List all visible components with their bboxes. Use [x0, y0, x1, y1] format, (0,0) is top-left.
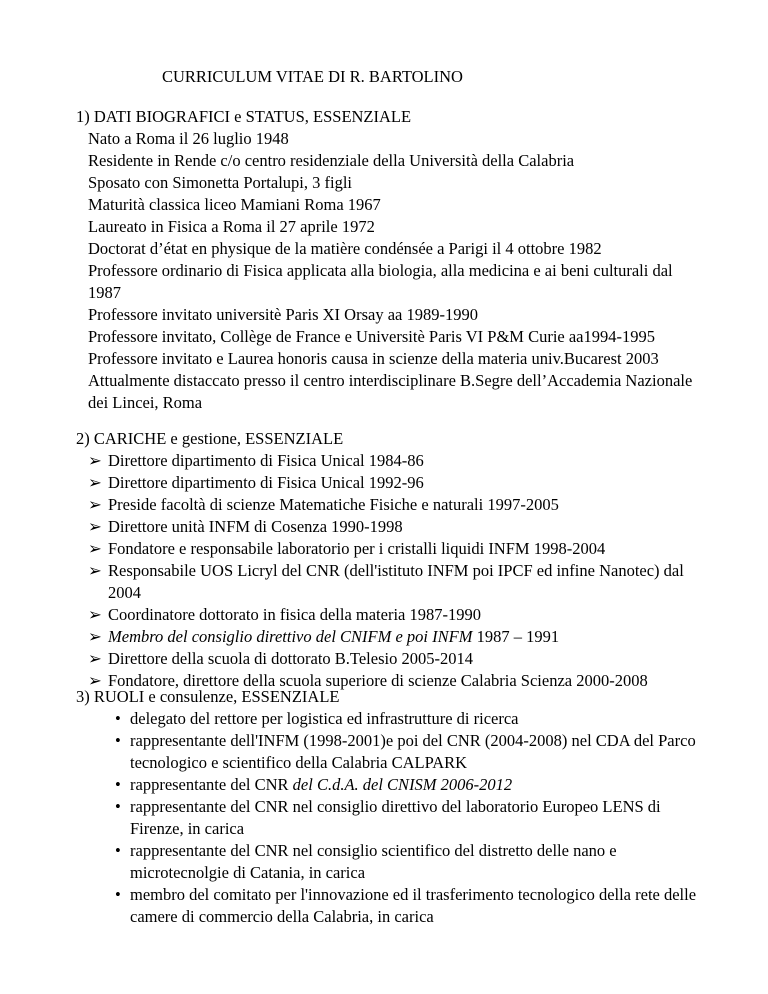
arrowhead-bullet-icon: ➢	[88, 561, 102, 580]
bio-line: Professore invitato e Laurea honoris causa in scienze della materia univ.Bucarest 2003	[88, 349, 659, 368]
bio-line: Nato a Roma il 26 luglio 1948	[88, 129, 289, 148]
bio-line: Professore ordinario di Fisica applicata alla biologia, alla medicina e ai beni culturali dal 1987	[88, 261, 673, 302]
arrowhead-bullet-icon: ➢	[88, 671, 102, 690]
section-3-heading: 3) RUOLI e consulenze, ESSENZIALE	[76, 687, 340, 706]
bio-line: Professore invitato universitè Paris XI Orsay aa 1989-1990	[88, 305, 478, 324]
list-item: • rappresentante del CNR del C.d.A. del CNISM 2006-2012	[115, 775, 513, 794]
arrowhead-bullet-icon: ➢	[88, 605, 102, 624]
arrowhead-bullet-icon: ➢	[88, 473, 102, 492]
bullet-dot-icon: •	[115, 775, 121, 794]
list-item: ➢ Responsabile UOS Licryl del CNR (dell'istituto INFM poi IPCF ed infine Nanotec) dal 2004	[88, 561, 684, 602]
bio-line: Residente in Rende c/o centro residenziale della Università della Calabria	[88, 151, 575, 170]
list-item: ➢ Direttore dipartimento di Fisica Unical 1984-86	[88, 451, 424, 470]
list-item: • rappresentante del CNR nel consiglio scientifico del distretto delle nano e microtecnolgie di Catania, in carica	[115, 841, 617, 882]
list-item: • delegato del rettore per logistica ed infrastrutture di ricerca	[115, 709, 519, 728]
section-1-body	[88, 128, 708, 414]
arrowhead-bullet-icon: ➢	[88, 495, 102, 514]
arrowhead-bullet-icon: ➢	[88, 517, 102, 536]
list-item: • membro del comitato per l'innovazione ed il trasferimento tecnologico della rete delle camere di commercio della Calabria, in carica	[115, 885, 697, 926]
bullet-dot-icon: •	[115, 709, 121, 728]
bio-line: Attualmente distaccato presso il centro interdisciplinare B.Segre dell’Accademia Nazionale dei Lincei, Roma	[88, 371, 693, 412]
arrowhead-bullet-icon: ➢	[88, 649, 102, 668]
bio-line: Maturità classica liceo Mamiani Roma 1967	[88, 195, 381, 214]
bio-line: Sposato con Simonetta Portalupi, 3 figli	[88, 173, 352, 192]
bullet-dot-icon: •	[115, 797, 121, 816]
bio-line: Laureato in Fisica a Roma il 27 aprile 1972	[88, 217, 375, 236]
list-item: • rappresentante del CNR nel consiglio direttivo del laboratorio Europeo LENS di Firenze, in carica	[115, 797, 661, 838]
arrowhead-bullet-icon: ➢	[88, 539, 102, 558]
bullet-dot-icon: •	[115, 841, 121, 860]
list-item: ➢ Direttore unità INFM di Cosenza 1990-1998	[88, 517, 403, 536]
arrowhead-bullet-icon: ➢	[88, 451, 102, 470]
list-item: ➢ Fondatore e responsabile laboratorio per i cristalli liquidi INFM 1998-2004	[88, 539, 606, 558]
bullet-dot-icon: •	[115, 885, 121, 904]
list-item: ➢ Fondatore, direttore della scuola superiore di scienze Calabria Scienza 2000-2008	[88, 671, 648, 690]
list-item: • rappresentante dell'INFM (1998-2001)e poi del CNR (2004-2008) nel CDA del Parco tecnologico e scientifico della Calabria CALPARK	[115, 731, 696, 772]
section-1-heading: 1) DATI BIOGRAFICI e STATUS, ESSENZIALE	[76, 107, 412, 126]
list-item: ➢ Direttore della scuola di dottorato B.Telesio 2005-2014	[88, 649, 473, 668]
arrowhead-bullet-icon: ➢	[88, 627, 102, 646]
section-3-list	[112, 708, 708, 928]
list-item: ➢ Coordinatore dottorato in fisica della materia 1987-1990	[88, 605, 481, 624]
bio-line: Doctorat d’état en physique de la matière condénsée a Parigi il 4 ottobre 1982	[88, 239, 602, 258]
list-item: ➢ Direttore dipartimento di Fisica Unical 1992-96	[88, 473, 424, 492]
list-item: ➢ Preside facoltà di scienze Matematiche Fisiche e naturali 1997-2005	[88, 495, 559, 514]
section-2-heading: 2) CARICHE e gestione, ESSENZIALE	[76, 429, 344, 448]
section-2-list	[88, 450, 708, 692]
list-item: ➢ Membro del consiglio direttivo del CNIFM e poi INFM 1987 – 1991	[88, 627, 560, 646]
document-title: CURRICULUM VITAE DI R. BARTOLINO	[162, 67, 463, 86]
bio-line: Professore invitato, Collège de France e Universitè Paris VI P&M Curie aa1994-1995	[88, 327, 655, 346]
bullet-dot-icon: •	[115, 731, 121, 750]
